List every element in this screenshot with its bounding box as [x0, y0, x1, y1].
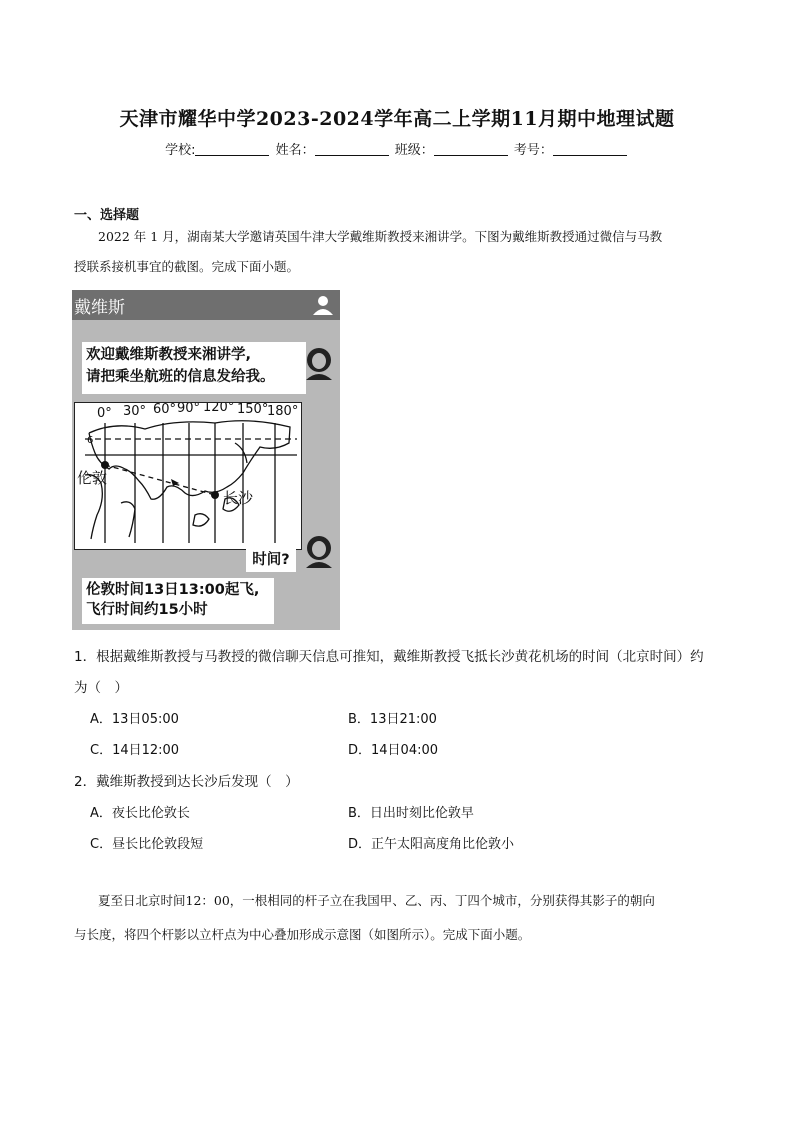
class-label: 班级：	[394, 143, 434, 158]
user-profile-icon	[312, 294, 334, 316]
msg1-line1: 欢迎戴维斯教授来湘讲学,	[86, 347, 252, 363]
map-label-90: 90°	[177, 403, 201, 416]
name-blank	[315, 143, 389, 156]
city-london-label: 伦敦	[77, 469, 108, 487]
page-title: 天津市耀华中学2023-2024学年高二上学期11月期中地理试题	[119, 108, 675, 130]
map-label-120: 120°	[203, 403, 235, 415]
intro1-line2: 授联系接机事宜的截图。完成下面小题。	[74, 259, 300, 274]
map-label-60: 60°	[153, 403, 177, 417]
q1-option-b[interactable]: B．13日21:00	[348, 712, 437, 727]
map-label-0: 0°	[97, 406, 112, 421]
school-label: 学校:	[165, 143, 196, 158]
q1-option-d[interactable]: D．14日04:00	[348, 743, 439, 758]
chat-header	[72, 290, 340, 320]
map-label-180: 180°	[267, 404, 299, 419]
avatar-ma-icon	[304, 346, 334, 380]
name-label: 姓名：	[275, 143, 315, 158]
q1-option-c[interactable]: C．14日12:00	[90, 743, 180, 758]
intro2-line1: 夏至日北京时间12：00，一根相同的杆子立在我国甲、乙、丙、丁四个城市，分别获得其影子的朝向	[98, 893, 655, 908]
class-blank	[434, 143, 508, 156]
q2-option-a[interactable]: A．夜长比伦敦长	[90, 806, 190, 821]
msg3-line1: 伦敦时间13日13:00起飞,	[86, 582, 260, 598]
map-side-label: 6	[87, 435, 94, 446]
q2-option-d[interactable]: D．正午太阳高度角比伦敦小	[348, 837, 515, 852]
q1-option-a[interactable]: A．13日05:00	[90, 712, 179, 727]
chat-map-image	[74, 402, 302, 550]
msg3-line2: 飞行时间约15小时	[86, 602, 208, 618]
q1-stem-line1: 1．根据戴维斯教授与马教授的微信聊天信息可推知，戴维斯教授飞抵长沙黄花机场的时间（北京时间）约	[74, 649, 704, 665]
avatar-ma-icon-2	[304, 534, 334, 568]
chat-message-3	[82, 578, 274, 624]
chat-message-1	[82, 342, 306, 394]
chat-contact-name: 戴维斯	[74, 298, 125, 318]
msg1-line2: 请把乘坐航班的信息发给我。	[86, 369, 275, 385]
q2-option-b[interactable]: B．日出时刻比伦敦早	[348, 806, 474, 821]
map-label-150: 150°	[237, 403, 269, 417]
intro1-line1: 2022 年 1 月，湖南某大学邀请英国牛津大学戴维斯教授来湘讲学。下图为戴维斯教授通过微信与马教	[98, 229, 663, 244]
exam-no-blank	[553, 143, 627, 156]
wechat-screenshot-figure	[72, 290, 340, 630]
school-blank	[195, 143, 269, 156]
section-heading: 一、选择题	[74, 208, 140, 223]
q2-option-c[interactable]: C．昼长比伦敦段短	[90, 837, 204, 852]
exam-no-label: 考号：	[513, 143, 553, 158]
chat-message-2: 时间?	[246, 548, 296, 572]
world-map-route	[75, 403, 301, 549]
student-info-line	[0, 139, 794, 158]
map-label-30: 30°	[123, 404, 147, 419]
intro2-line2: 与长度，将四个杆影以立杆点为中心叠加形成示意图（如图所示）。完成下面小题。	[74, 927, 531, 942]
q2-stem: 2．戴维斯教授到达长沙后发现（ ）	[74, 774, 299, 790]
city-changsha-label: 长沙	[223, 489, 254, 507]
q1-stem-line2: 为（ ）	[74, 680, 128, 696]
